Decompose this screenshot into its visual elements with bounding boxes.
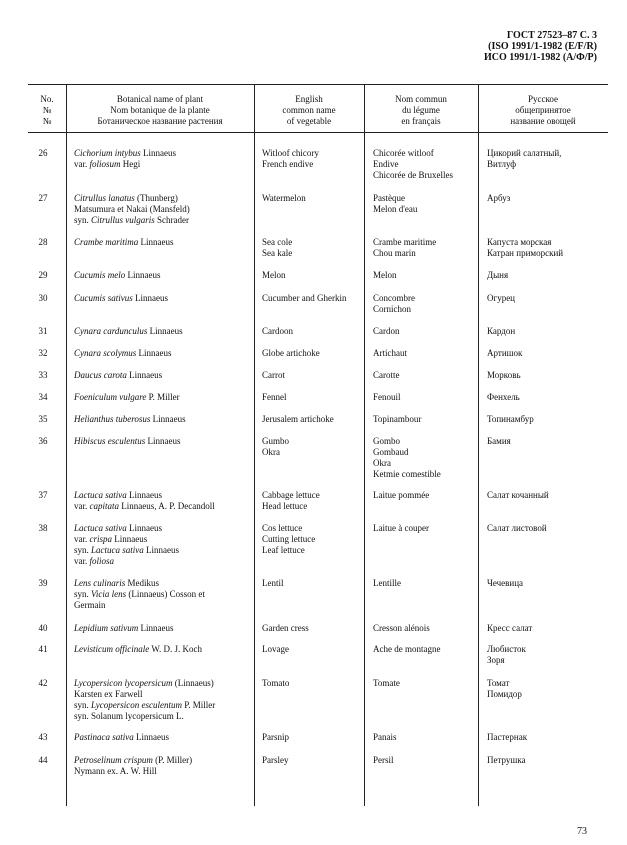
- botanical-name: Levisticum officinale W. D. J. Koch: [74, 644, 202, 654]
- russian-name: Чечевица: [487, 578, 524, 588]
- botanical-name: Petroselinum crispum (P. Miller) Nymann ex. A. W. Hill: [74, 755, 193, 776]
- botanical-name: Lepidium sativum Linnaeus: [74, 623, 174, 633]
- english-name: Sea cole Sea kale: [262, 237, 293, 258]
- russian-name: Салат листовой: [487, 523, 547, 533]
- botanical-name: Cucumis sativus Linnaeus: [74, 293, 169, 303]
- header-english: English common name of vegetable: [282, 94, 336, 126]
- french-name: Persil: [373, 755, 394, 765]
- french-name: Laitue à couper: [373, 523, 429, 533]
- botanical-name: Foeniculum vulgare P. Miller: [74, 392, 180, 402]
- row-number: 37: [38, 490, 48, 500]
- russian-name: Петрушка: [487, 755, 526, 765]
- french-name: Panais: [373, 732, 397, 742]
- french-name: Chicorée witloof Endive Chicorée de Bruxelles: [373, 148, 453, 180]
- english-name: Jerusalem artichoke: [262, 414, 334, 424]
- row-number: 26: [38, 148, 48, 158]
- french-name: Topinambour: [373, 414, 422, 424]
- english-name: Globe artichoke: [262, 348, 320, 358]
- botanical-name: Lactuca sativa Linnaeus var. capitata Linnaeus, A. P. Decandoll: [74, 490, 215, 511]
- table-header-rule: [28, 132, 608, 133]
- botanical-name: Crambe maritima Linnaeus: [74, 237, 174, 247]
- french-name: Concombre Cornichon: [373, 293, 415, 314]
- row-number: 31: [38, 326, 48, 336]
- row-number: 30: [38, 293, 48, 303]
- row-number: 27: [38, 193, 48, 203]
- row-number: 41: [38, 644, 48, 654]
- russian-name: Пастернак: [487, 732, 528, 742]
- english-name: Melon: [262, 270, 286, 280]
- row-number: 42: [38, 678, 48, 688]
- french-name: Artichaut: [373, 348, 407, 358]
- english-name: Cardoon: [262, 326, 293, 336]
- english-name: Watermelon: [262, 193, 306, 203]
- header-no: No. № №: [40, 94, 54, 126]
- english-name: Garden cress: [262, 623, 309, 633]
- botanical-name: Cynara cardunculus Linnaeus: [74, 326, 183, 336]
- russian-name: Кардон: [487, 326, 516, 336]
- row-number: 44: [38, 755, 48, 765]
- russian-name: Кресс салат: [487, 623, 533, 633]
- row-number: 38: [38, 523, 48, 533]
- row-number: 35: [38, 414, 48, 424]
- iso-code-latin: (ISO 1991/1-1982 (E/F/R): [488, 41, 597, 52]
- english-name: Witloof chicory French endive: [262, 148, 319, 169]
- column-divider-1: [66, 84, 67, 806]
- russian-name: Дыня: [487, 270, 509, 280]
- botanical-name: Cichorium intybus Linnaeus var. foliosum Hegi: [74, 148, 176, 169]
- english-name: Parsley: [262, 755, 289, 765]
- botanical-name: Lactuca sativa Linnaeus var. crispa Linnaeus syn. Lactuca sativa Linnaeus var. foliosa: [74, 523, 180, 566]
- row-number: 28: [38, 237, 48, 247]
- botanical-name: Pastinaca sativa Linnaeus: [74, 732, 169, 742]
- header-french: Nom commun du légume en français: [395, 94, 447, 126]
- row-number: 32: [38, 348, 48, 358]
- french-name: Pastèque Melon d'eau: [373, 193, 418, 214]
- english-name: Tomato: [262, 678, 290, 688]
- french-name: Crambe maritime Chou marin: [373, 237, 437, 258]
- russian-name: Бамия: [487, 436, 511, 446]
- botanical-name: Lycopersicon lycopersicum (Linnaeus) Karsten ex Farwell syn. Lycopersicon esculentum P. Miller syn. Solanum lycopersicum L.: [74, 678, 216, 721]
- row-number: 29: [38, 270, 48, 280]
- row-number: 43: [38, 732, 48, 742]
- column-divider-4: [478, 84, 479, 806]
- french-name: Lentille: [373, 578, 401, 588]
- french-name: Laitue pommée: [373, 490, 430, 500]
- english-name: Lentil: [262, 578, 284, 588]
- english-name: Cucumber and Gherkin: [262, 293, 347, 303]
- row-number: 33: [38, 370, 48, 380]
- english-name: Cos lettuce Cutting lettuce Leaf lettuce: [262, 523, 316, 555]
- botanical-name: Helianthus tuberosus Linnaeus: [74, 414, 186, 424]
- row-number: 36: [38, 436, 48, 446]
- english-name: Fennel: [262, 392, 287, 402]
- english-name: Parsnip: [262, 732, 289, 742]
- botanical-name: Daucus carota Linnaeus: [74, 370, 163, 380]
- french-name: Fenouil: [373, 392, 401, 402]
- russian-name: Огурец: [487, 293, 516, 303]
- russian-name: Томат Помидор: [487, 678, 522, 699]
- page-number: 73: [577, 826, 587, 837]
- russian-name: Топинамбур: [487, 414, 534, 424]
- header-russian: Русское общепринятое название овощей: [510, 94, 576, 126]
- french-name: Ache de montagne: [373, 644, 441, 654]
- french-name: Cardon: [373, 326, 400, 336]
- botanical-name: Hibiscus esculentus Linnaeus: [74, 436, 181, 446]
- english-name: Cabbage lettuce Head lettuce: [262, 490, 320, 511]
- russian-name: Фенхель: [487, 392, 520, 402]
- page-header: [484, 30, 597, 63]
- french-name: Melon: [373, 270, 397, 280]
- russian-name: Любисток Зоря: [487, 644, 526, 665]
- standard-code: ГОСТ 27523–87 С. 3: [506, 30, 597, 41]
- russian-name: Салат кочанный: [487, 490, 549, 500]
- botanical-name: Citrullus lanatus (Thunberg) Matsumura et Nakai (Mansfeld) syn. Citrullus vulgaris Schrader: [74, 193, 190, 225]
- russian-name: Морковь: [487, 370, 521, 380]
- russian-name: Арбуз: [487, 193, 511, 203]
- english-name: Carrot: [262, 370, 285, 380]
- botanical-name: Lens culinaris Medikus syn. Vicia lens (Linnaeus) Cosson et Germain: [74, 578, 205, 610]
- table-top-rule: [28, 84, 608, 85]
- french-name: Cresson alénois: [373, 623, 430, 633]
- header-botanical: Botanical name of plant Nom botanique de la plante Ботаническое название растения: [97, 94, 223, 126]
- row-number: 34: [38, 392, 48, 402]
- french-name: Carotte: [373, 370, 400, 380]
- russian-name: Артишок: [487, 348, 523, 358]
- row-number: 39: [38, 578, 48, 588]
- russian-name: Капуста морская Катран приморский: [487, 237, 564, 258]
- row-number: 40: [38, 623, 48, 633]
- english-name: Lovage: [262, 644, 289, 654]
- russian-name: Цикорий салатный, Витлуф: [487, 148, 562, 169]
- botanical-name: Cynara scolymus Linnaeus: [74, 348, 172, 358]
- botanical-name: Cucumis melo Linnaeus: [74, 270, 161, 280]
- iso-code-cyrillic: ИСО 1991/1-1982 (А/Ф/Р): [483, 52, 597, 63]
- french-name: Gombo Gombaud Okra Ketmie comestible: [373, 436, 441, 479]
- french-name: Tomate: [373, 678, 400, 688]
- english-name: Gumbo Okra: [262, 436, 289, 457]
